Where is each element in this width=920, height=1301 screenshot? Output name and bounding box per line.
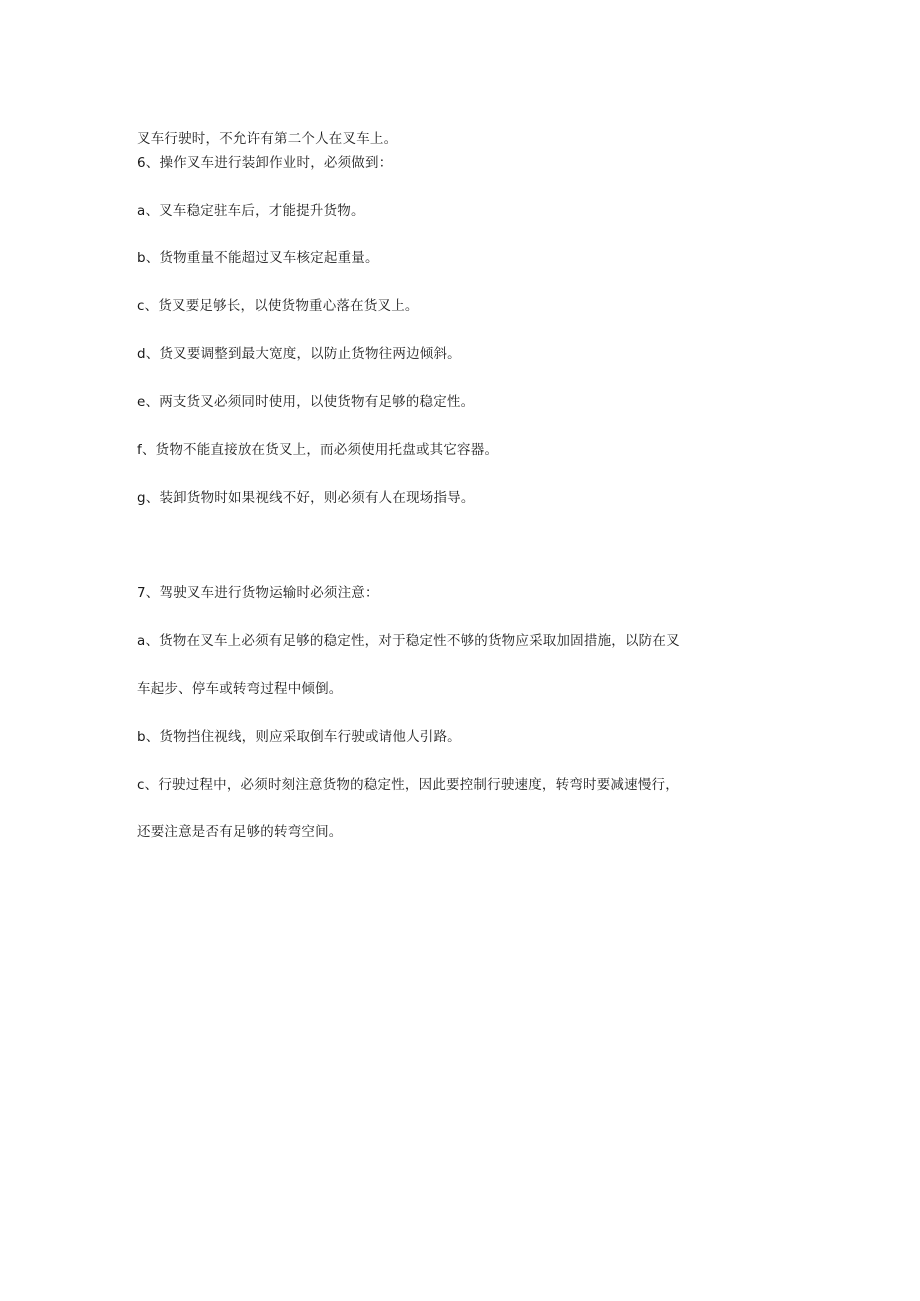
list-item: e、两支货叉必须同时使用，以使货物有足够的稳定性。 xyxy=(137,394,475,410)
list-item: g、装卸货物时如果视线不好，则必须有人在现场指导。 xyxy=(137,490,475,506)
list-item: d、货叉要调整到最大宽度，以防止货物往两边倾斜。 xyxy=(137,346,461,362)
list-item: a、叉车稳定驻车后，才能提升货物。 xyxy=(137,203,365,219)
list-item: f、货物不能直接放在货叉上，而必须使用托盘或其它容器。 xyxy=(137,442,499,458)
section-7-heading: 7、驾驶叉车进行货物运输时必须注意： xyxy=(137,585,379,601)
section-6-heading: 6、操作叉车进行装卸作业时，必须做到： xyxy=(137,155,393,171)
list-item: b、货物挡住视线，则应采取倒车行驶或请他人引路。 xyxy=(137,729,461,745)
text-line: 叉车行驶时，不允许有第二个人在叉车上。 xyxy=(137,131,398,147)
list-item: c、行驶过程中，必须时刻注意货物的稳定性，因此要控制行驶速度，转弯时要减速慢行， xyxy=(137,777,679,793)
list-item-continuation: 车起步、停车或转弯过程中倾倒。 xyxy=(137,681,343,697)
list-item-continuation: 还要注意是否有足够的转弯空间。 xyxy=(137,824,343,840)
list-item: a、货物在叉车上必须有足够的稳定性，对于稳定性不够的货物应采取加固措施，以防在叉 xyxy=(137,633,680,649)
list-item: c、货叉要足够长，以使货物重心落在货叉上。 xyxy=(137,298,419,314)
list-item: b、货物重量不能超过叉车核定起重量。 xyxy=(137,250,379,266)
